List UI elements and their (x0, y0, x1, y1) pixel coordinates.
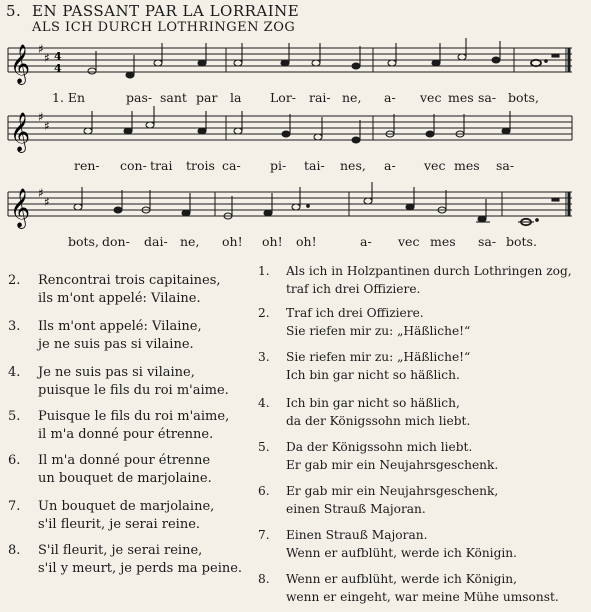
verse-number: 3. (258, 350, 270, 364)
verses-french (8, 262, 248, 602)
lyric-syllable: pas- (126, 90, 153, 105)
verse-line: Einen Strauß Majoran. (286, 528, 428, 542)
verse-number: 2. (8, 273, 21, 288)
verse-line: il m'a donné pour étrenne. (38, 427, 214, 442)
lyric-syllable: tai- (304, 158, 325, 173)
treble-clef-icon: 𝄞 (10, 112, 31, 152)
lyric-syllable: sa- (478, 234, 497, 249)
lyric-syllable: a- (360, 234, 372, 249)
verse-number: 1. (258, 264, 270, 278)
verse-line: puisque le fils du roi m'aime. (38, 383, 229, 398)
lyric-syllable: sant (160, 90, 187, 105)
verse-line: wenn er eingeht, war meine Mühe umsonst. (286, 590, 559, 604)
staff-1-notation (0, 38, 591, 88)
sharp-icon: ♯ (38, 42, 44, 56)
verse-number: 7. (8, 499, 21, 514)
verse-line: traf ich drei Offiziere. (286, 282, 421, 296)
staff-2-notation (0, 106, 591, 156)
lyric-syllable: ren- (74, 158, 100, 173)
lyric-syllable: oh! (262, 234, 283, 249)
verse-line: Sie riefen mir zu: „Häßliche!“ (286, 350, 471, 364)
music-staff-2 (0, 106, 591, 156)
verse-line: s'il y meurt, je perds ma peine. (38, 561, 243, 576)
lyric-syllable: la (230, 90, 242, 105)
lyric-syllable: mes (448, 90, 474, 105)
lyric-syllable: don- (102, 234, 130, 249)
verse-line: da der Königssohn mich liebt. (286, 414, 471, 428)
staff-3-notation (0, 182, 591, 232)
lyric-syllable: mes (430, 234, 456, 249)
verse-number: 6. (258, 484, 270, 498)
lyric-syllable: nes, (340, 158, 366, 173)
verse-number: 5. (258, 440, 270, 454)
lyric-syllable: oh! (222, 234, 243, 249)
verse-number: 8. (8, 543, 21, 558)
time-signature-bottom: 4 (54, 62, 62, 75)
verse-line: je ne suis pas si vilaine. (38, 337, 194, 352)
sharp-icon: ♯ (44, 119, 50, 133)
verse-number: 6. (8, 453, 21, 468)
lyric-syllable: vec (424, 158, 446, 173)
verse-line: S'il fleurit, je serai reine, (38, 543, 203, 558)
lyric-syllable: oh! (296, 234, 317, 249)
verse-number: 2. (258, 306, 270, 320)
lyric-syllable: bots, (68, 234, 99, 249)
lyric-syllable: ne, (342, 90, 362, 105)
lyric-syllable: rai- (309, 90, 331, 105)
verse-number: 3. (8, 319, 21, 334)
lyrics-line-3 (0, 234, 591, 250)
lyric-syllable: ca- (222, 158, 241, 173)
song-subtitle: ALS ICH DURCH LOTHRINGEN ZOG (32, 20, 296, 35)
verse-line: Traf ich drei Offiziere. (286, 306, 424, 320)
music-staff-3 (0, 182, 591, 232)
verse-line: Puisque le fils du roi m'aime, (38, 409, 230, 424)
lyric-syllable: 1. En (52, 90, 86, 105)
verse-line: Ich bin gar nicht so häßlich, (286, 396, 460, 410)
verse-line: Sie riefen mir zu: „Häßliche!“ (286, 324, 471, 338)
lyric-syllable: con- (120, 158, 147, 173)
verse-line: Als ich in Holzpantinen durch Lothringen zog, (286, 264, 572, 278)
lyric-syllable: ne, (180, 234, 200, 249)
verse-line: Er gab mir ein Neujahrsgeschenk, (286, 484, 499, 498)
verse-number: 8. (258, 572, 270, 586)
lyric-syllable: trai (150, 158, 173, 173)
lyric-syllable: trois (186, 158, 215, 173)
treble-clef-icon: 𝄞 (10, 188, 31, 228)
verse-line: Ich bin gar nicht so häßlich. (286, 368, 460, 382)
verse-line: Je ne suis pas si vilaine, (38, 365, 195, 380)
lyric-syllable: bots, (508, 90, 539, 105)
lyric-syllable: Lor- (270, 90, 297, 105)
song-title-line (6, 2, 299, 20)
verse-number: 4. (258, 396, 270, 410)
lyrics-line-1 (0, 90, 591, 106)
lyric-syllable: sa- (478, 90, 497, 105)
song-title: EN PASSANT PAR LA LORRAINE (32, 2, 300, 20)
lyric-syllable: dai- (144, 234, 168, 249)
song-title-block (6, 2, 299, 36)
verse-line: Ils m'ont appelé: Vilaine, (38, 319, 202, 334)
verse-line: einen Strauß Majoran. (286, 502, 426, 516)
lyric-syllable: pi- (270, 158, 287, 173)
verse-line: Wenn er aufblüht, werde ich Königin, (286, 572, 517, 586)
lyric-syllable: sa- (496, 158, 515, 173)
lyric-syllable: bots. (506, 234, 537, 249)
sharp-icon: ♯ (38, 186, 44, 200)
verse-number: 5. (8, 409, 21, 424)
verse-line: Da der Königssohn mich liebt. (286, 440, 473, 454)
verse-number: 7. (258, 528, 270, 542)
verse-line: Il m'a donné pour étrenne (38, 453, 211, 468)
verse-line: s'il fleurit, je serai reine. (38, 517, 201, 532)
lyric-syllable: vec (398, 234, 420, 249)
verse-number: 4. (8, 365, 21, 380)
lyric-syllable: a- (384, 158, 396, 173)
lyrics-line-2 (0, 158, 591, 174)
sharp-icon: ♯ (44, 195, 50, 209)
verses-german (258, 262, 588, 607)
verse-line: un bouquet de marjolaine. (38, 471, 212, 486)
song-number: 5. (6, 2, 22, 20)
verse-line: Un bouquet de marjolaine, (38, 499, 215, 514)
music-staff-1 (0, 38, 591, 88)
verse-line: Wenn er aufblüht, werde ich Königin. (286, 546, 517, 560)
sharp-icon: ♯ (44, 51, 50, 65)
verse-line: Rencontrai trois capitaines, (38, 273, 221, 288)
lyric-syllable: par (196, 90, 218, 105)
lyric-syllable: mes (454, 158, 480, 173)
verse-line: ils m'ont appelé: Vilaine. (38, 291, 201, 306)
lyric-syllable: a- (384, 90, 396, 105)
time-signature-top: 4 (54, 50, 62, 63)
sharp-icon: ♯ (38, 110, 44, 124)
verse-line: Er gab mir ein Neujahrsgeschenk. (286, 458, 499, 472)
treble-clef-icon: 𝄞 (10, 44, 31, 84)
lyric-syllable: vec (420, 90, 442, 105)
